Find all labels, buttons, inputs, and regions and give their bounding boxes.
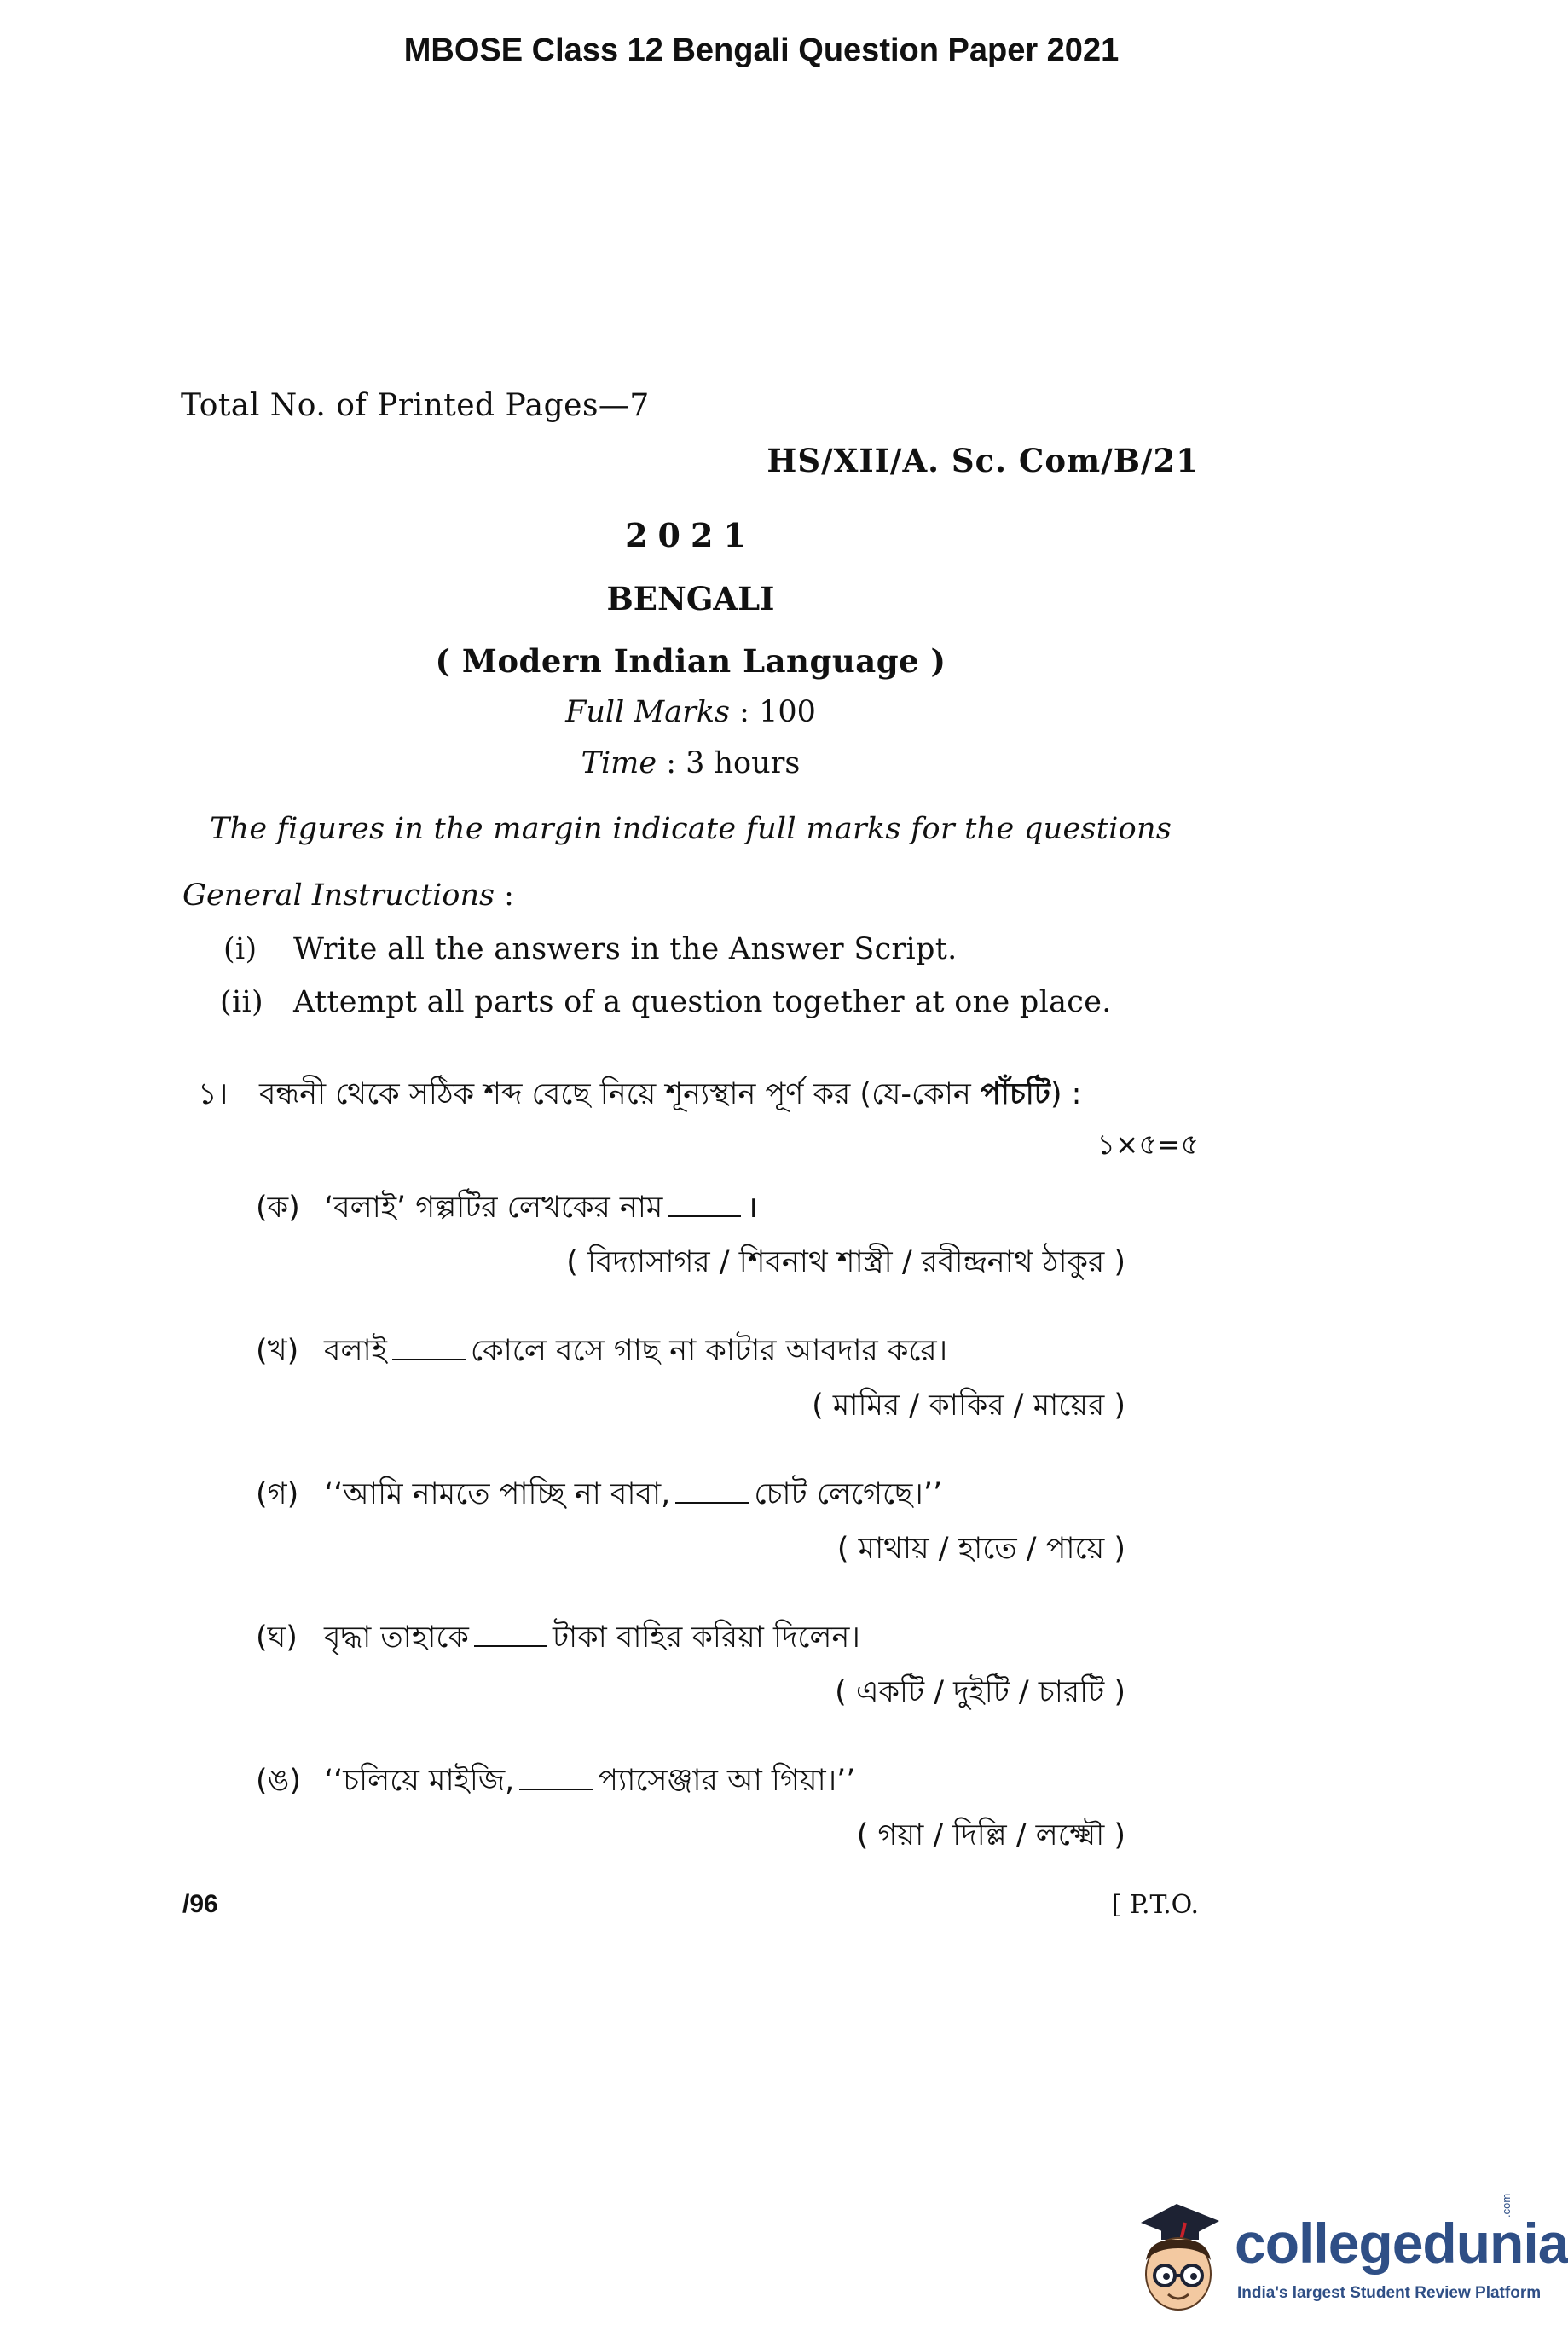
answer-blank [392, 1358, 466, 1360]
question-item: (ঘ) বৃদ্ধা তাহাকে টাকা বাহির করিয়া দিলেন। [256, 1614, 860, 1664]
language-subtitle: ( Modern Indian Language ) [435, 642, 946, 680]
question-1-stem: ১। বন্ধনী থেকে সঠিক শব্দ বেছে নিয়ে শূন্যস্থান পূর্ণ কর (যে-কোন পাঁচটি) : [198, 1070, 1081, 1121]
logo-tagline: India's largest Student Review Platform [1237, 2284, 1542, 2302]
collegedunia-logo [1124, 2192, 1568, 2320]
instruction-text: Write all the answers in the Answer Script. [293, 932, 958, 966]
document-banner: MBOSE Class 12 Bengali Question Paper 2021 [403, 32, 1120, 68]
instruction-number: (ii) [220, 985, 263, 1019]
logo-wordmark: collegedunia [1235, 2212, 1568, 2275]
item-label: (ঙ) [256, 1764, 301, 1798]
item-options: ( মাথায় / হাতে / পায়ে ) [836, 1532, 1125, 1566]
item-label: (ঘ) [256, 1621, 298, 1655]
answer-blank [519, 1788, 593, 1790]
item-label: (খ) [256, 1334, 299, 1368]
full-marks-value: : 100 [739, 695, 816, 729]
answer-blank [474, 1644, 547, 1647]
subject-title: BENGALI [606, 580, 775, 617]
printed-pages-count: Total No. of Printed Pages—7 [181, 388, 650, 423]
exam-time [0, 746, 1381, 780]
pto-note: [ P.T.O. [1111, 1890, 1199, 1920]
page-footer-code: /96 [182, 1890, 218, 1918]
item-options: ( গয়া / দিল্লি / লক্ষ্মৌ ) [856, 1818, 1125, 1852]
mascot-icon [1124, 2192, 1235, 2320]
logo-domain: .com [1500, 2193, 1513, 2218]
time-value: : 3 hours [666, 746, 801, 780]
item-options: ( মামির / কাকির / মায়ের ) [812, 1389, 1125, 1423]
question-item: (খ) বলাই কোলে বসে গাছ না কাটার আবদার করে। [256, 1327, 947, 1377]
instruction-number: (i) [223, 932, 257, 966]
item-options: ( একটি / দুইটি / চারটি ) [835, 1675, 1125, 1709]
full-marks-label: Full Marks [565, 695, 731, 729]
answer-blank [675, 1501, 749, 1504]
item-label: (গ) [256, 1477, 299, 1511]
item-options: ( বিদ্যাসাগর / শিবনাথ শাস্ত্রী / রবীন্দ্রনাথ ঠাকুর ) [566, 1245, 1125, 1279]
item-label: (ক) [256, 1191, 300, 1225]
time-label: Time [581, 746, 657, 780]
exam-year: 2021 [625, 516, 756, 554]
answer-blank [668, 1215, 741, 1217]
question-item: (গ) ‘‘আমি নামতে পাচ্ছি না বাবা, চোট লেগেছে।’’ [256, 1470, 942, 1521]
question-item: (ক) ‘বলাই’ গল্পটির লেখকের নাম । [256, 1184, 758, 1234]
full-marks [0, 695, 1381, 729]
figures-note: The figures in the margin indicate full marks for the questions [209, 812, 1172, 846]
question-item: (ঙ) ‘‘চলিয়ে মাইজি, প্যাসেঞ্জার আ গিয়া।’’ [256, 1757, 855, 1807]
question-1-marks: ১×৫=৫ [1096, 1128, 1199, 1161]
question-number: ১। [198, 1077, 229, 1111]
general-instructions-title: General Instructions : [182, 878, 514, 913]
instruction-text: Attempt all parts of a question together at one place. [293, 985, 1112, 1019]
paper-code: HS/XII/A. Sc. Com/B/21 [767, 442, 1199, 479]
